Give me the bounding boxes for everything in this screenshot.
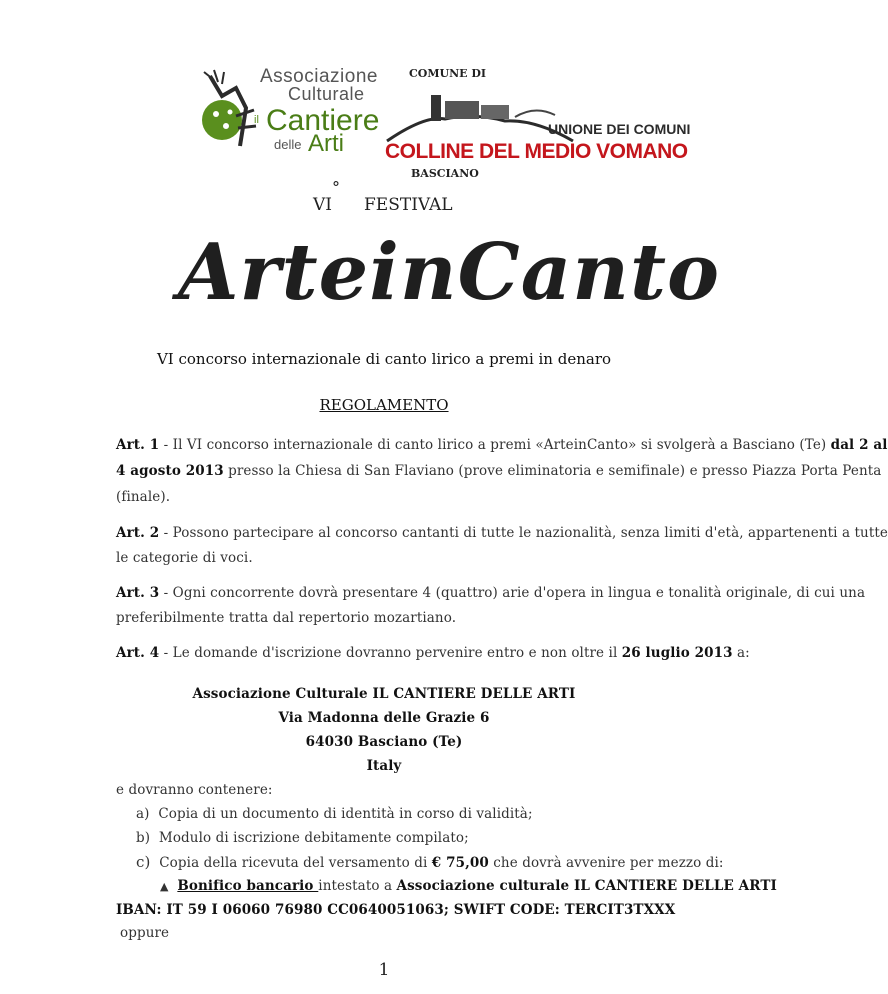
art1-label: Art. 1: [116, 437, 160, 453]
address-country: Italy: [366, 758, 402, 774]
art2-text1: - Possono partecipare al concorso cantanti di tutte le nazionalità, senza limiti d'età, appartenenti a tutte: [159, 525, 888, 541]
list-amount: € 75,00: [431, 855, 489, 871]
association-logo: [200, 62, 385, 162]
list-marker: b): [136, 830, 151, 846]
art4-deadline: 26 luglio 2013: [621, 645, 733, 661]
art2-label: Art. 2: [116, 525, 160, 541]
bullet-icon: ▲: [160, 880, 169, 893]
art1-line3: (finale).: [116, 489, 171, 505]
art2-line2: le categorie di voci.: [116, 550, 253, 566]
list-item-c: [136, 849, 724, 876]
association-emblem-icon: [200, 66, 260, 150]
list-marker: c): [136, 853, 151, 871]
art1-date-b: 4 agosto 2013: [116, 463, 224, 479]
address-city: 64030 Basciano (Te): [305, 734, 463, 750]
art4-line: [116, 640, 750, 666]
association-logo-small: il: [254, 114, 259, 126]
art3-label: Art. 3: [116, 585, 160, 601]
art4-label: Art. 4: [116, 645, 160, 661]
comune-city: BASCIANO: [411, 167, 479, 180]
bonifico-line: [160, 873, 777, 900]
section-title: REGOLAMENTO: [319, 396, 449, 414]
festival-logo: ArteinCanto: [178, 227, 720, 318]
festival-number: VI: [313, 195, 332, 215]
art3-line1: [116, 580, 865, 606]
association-logo-line1: Associazione: [260, 66, 378, 87]
address-street: Via Madonna delle Grazie 6: [278, 710, 490, 726]
bonifico-recipient: Associazione culturale IL CANTIERE DELLE ARTI: [396, 878, 777, 894]
festival-degree: °: [332, 178, 340, 197]
art1-line1: [116, 432, 888, 458]
subtitle: VI concorso internazionale di canto lirico a premi in denaro: [156, 350, 612, 368]
hill-town-icon: [385, 85, 575, 143]
list-text: Copia della ricevuta del versamento di: [159, 855, 432, 871]
association-logo-line2: Culturale: [288, 84, 365, 104]
comune-label: COMUNE DI: [409, 67, 487, 80]
iban-line: IBAN: IT 59 I 06060 76980 CC0640051063; SWIFT CODE: TERCIT3TXXX: [116, 902, 676, 918]
art3-text1: - Ogni concorrente dovrà presentare 4 (quattro) arie d'opera in lingua e tonalità originale, di cui una: [159, 585, 866, 601]
unione-name: COLLINE DEL MEDIO VOMANO: [385, 140, 688, 163]
festival-word: FESTIVAL: [364, 195, 453, 215]
list-text: Modulo di iscrizione debitamente compilato;: [158, 830, 469, 846]
list-item-b: [136, 825, 469, 851]
contents-intro: e dovranno contenere:: [116, 782, 273, 798]
oppure-line: oppure: [120, 925, 170, 941]
association-logo-arti: Arti: [308, 130, 344, 157]
list-text: Copia di un documento di identità in corso di validità;: [158, 806, 533, 822]
art4-text1: - Le domande d'iscrizione dovranno pervenire entro e non oltre il: [159, 645, 622, 661]
art1-line2: [116, 458, 882, 484]
list-item-a: [136, 801, 533, 827]
bonifico-text: intestato a: [318, 878, 397, 894]
art1-date-a: dal 2 al: [830, 437, 888, 453]
art2-line1: [116, 520, 888, 546]
bonifico-label: Bonifico bancario: [177, 878, 319, 894]
address-name: Associazione Culturale IL CANTIERE DELLE ARTI: [192, 686, 576, 702]
art1-text2: presso la Chiesa di San Flaviano (prove eliminatoria e semifinale) e presso Piazza Porta Penta: [223, 463, 882, 479]
art4-text2: a:: [732, 645, 750, 661]
art3-line2: preferibilmente tratta dal repertorio mozartiano.: [116, 610, 457, 626]
list-text-tail: che dovrà avvenire per mezzo di:: [488, 855, 724, 871]
association-logo-cantiere: Cantiere: [266, 104, 380, 137]
page-number: 1: [378, 960, 390, 980]
association-logo-delle: delle: [274, 137, 302, 152]
list-marker: a): [136, 806, 150, 822]
art1-text1: - Il VI concorso internazionale di canto lirico a premi «ArteinCanto» si svolgerà a Basciano (Te): [159, 437, 831, 453]
unione-title: UNIONE DEI COMUNI: [548, 121, 691, 137]
